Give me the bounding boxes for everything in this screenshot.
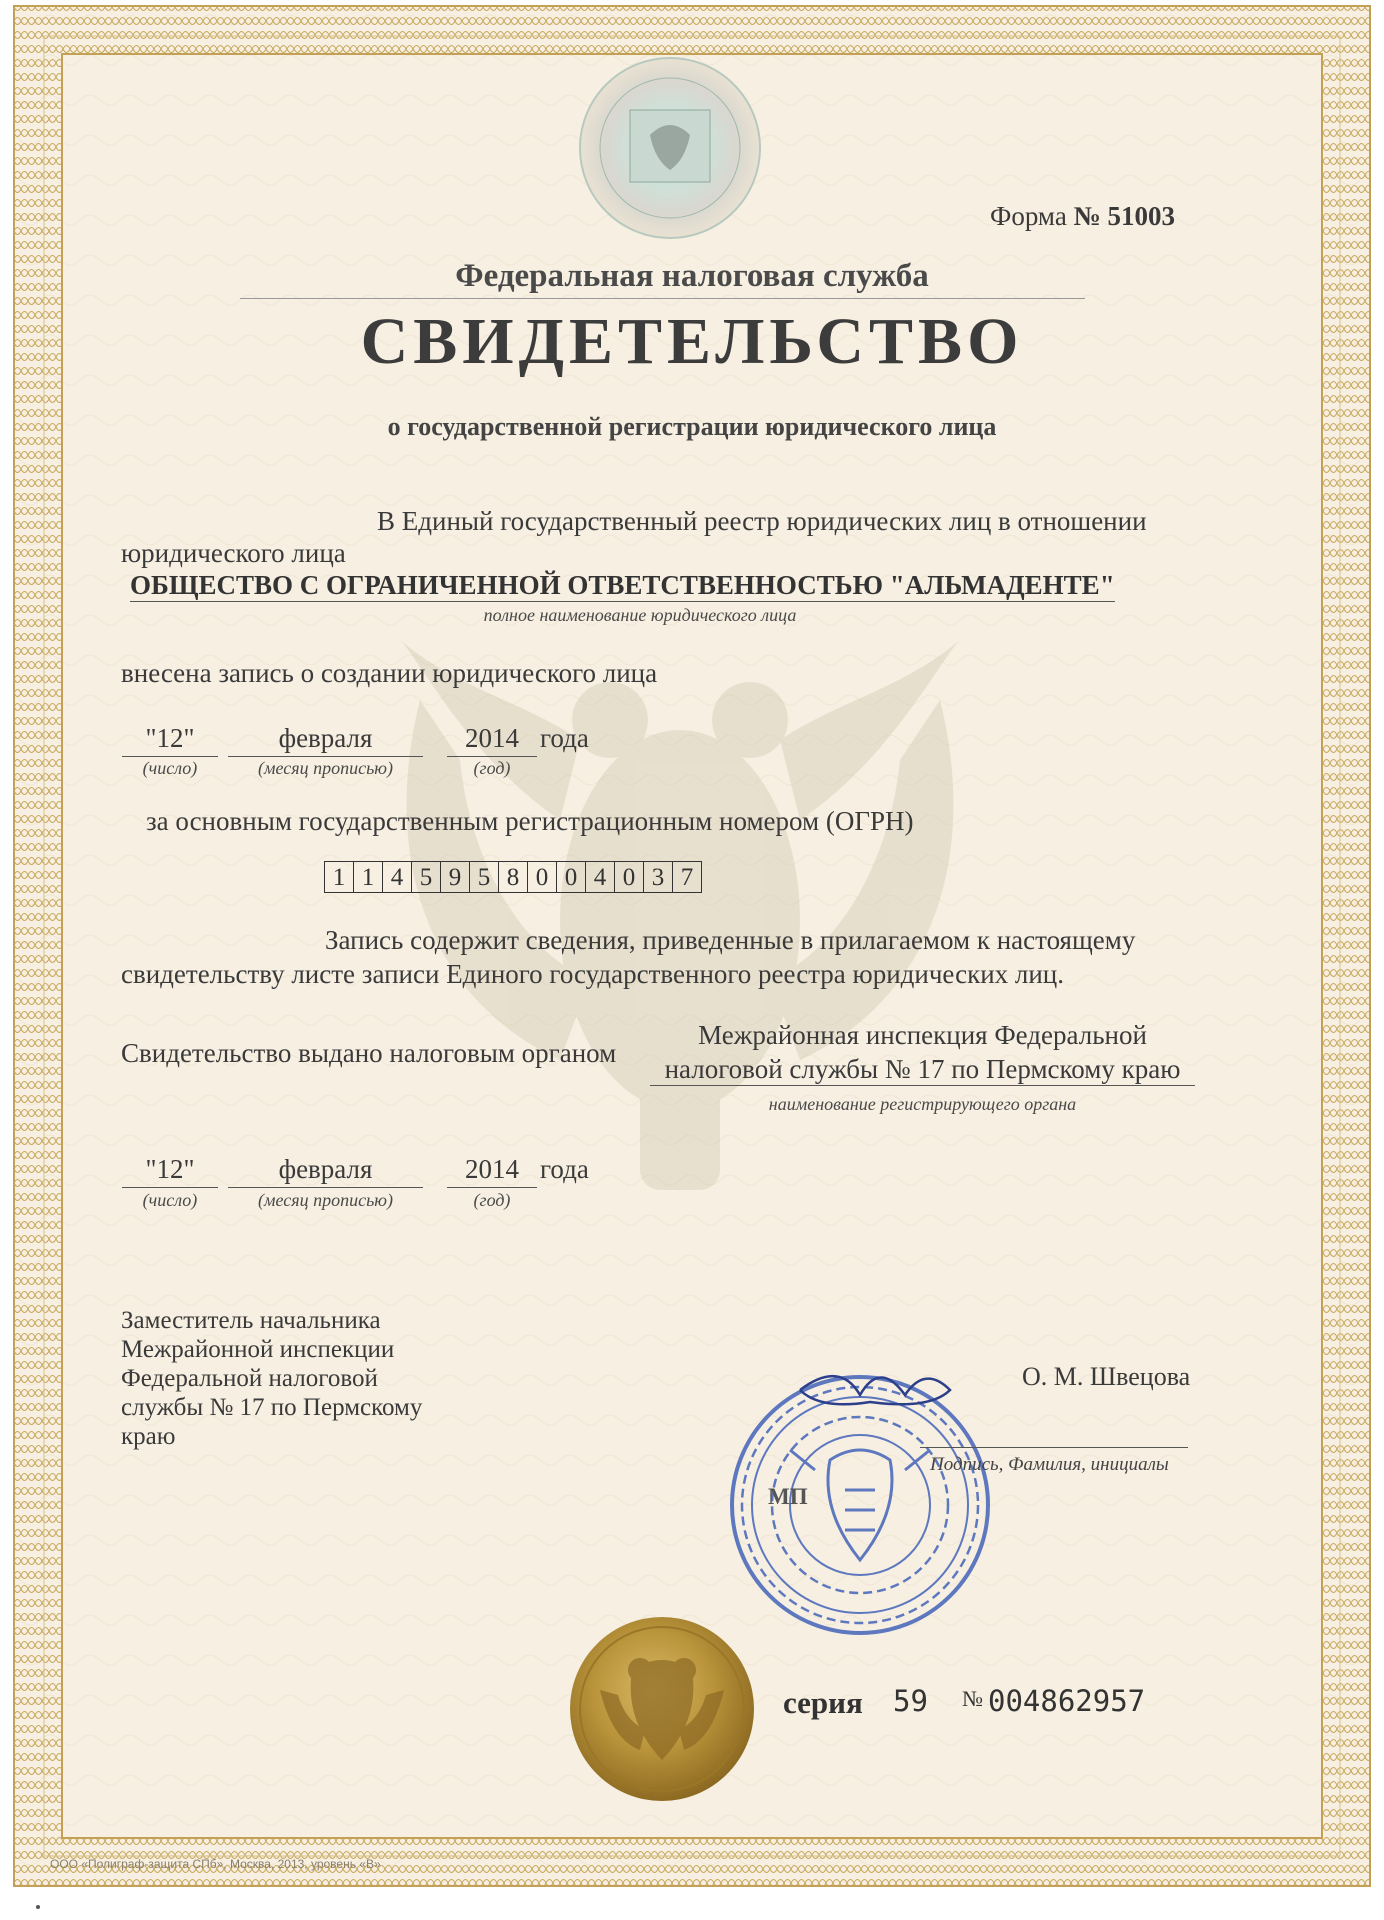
ogrn-digit: 5: [470, 862, 499, 892]
date1-day-caption: (число): [142, 758, 198, 778]
record-text: внесена запись о создании юридического лица: [121, 658, 658, 688]
agency-divider: [240, 298, 1085, 299]
form-number-value: № 51003: [1073, 201, 1175, 231]
issuer-label: Свидетельство выдано налоговым органом: [121, 1038, 617, 1068]
form-label: Форма: [990, 201, 1067, 231]
ogrn-digit: 8: [499, 862, 528, 892]
ogrn-digit: 0: [528, 862, 557, 892]
signatory-position-line: Межрайонной инспекции: [121, 1336, 395, 1363]
signature-caption: Подпись, Фамилия, инициалы: [930, 1454, 1169, 1475]
serial-label: серия: [783, 1685, 863, 1720]
serial-number: 004862957: [988, 1684, 1146, 1718]
date2-year: 2014: [447, 1153, 537, 1188]
ogrn-digit: 0: [615, 862, 644, 892]
form-number: [990, 201, 1175, 232]
record-line-2: свидетельству листе записи Единого государственного реестра юридических лиц.: [121, 959, 1065, 989]
company-caption: полное наименование юридического лица: [483, 605, 797, 625]
issuer-caption: наименование регистрирующего органа: [768, 1094, 1077, 1114]
date2-year-caption: (год): [473, 1190, 511, 1210]
date2-month: февраля: [228, 1153, 423, 1188]
ogrn-digit: 4: [383, 862, 412, 892]
page-title: СВИДЕТЕЛЬСТВО: [360, 305, 1024, 378]
date2-month-caption: (месяц прописью): [258, 1190, 393, 1210]
ogrn-digit: 5: [412, 862, 441, 892]
printer-note: ООО «Полиграф-защита СПб», Москва, 2013, уровень «В»: [50, 1857, 381, 1871]
agency-name: Федеральная налоговая служба: [455, 258, 929, 294]
intro-line-1: В Единый государственный реестр юридических лиц в отношении: [377, 506, 1147, 536]
company-name: ОБЩЕСТВО С ОГРАНИЧЕННОЙ ОТВЕТСТВЕННОСТЬЮ "АЛЬМАДЕНТЕ": [130, 570, 1115, 600]
ogrn-label: за основным государственным регистрационным номером (ОГРН): [146, 806, 914, 836]
page-subtitle: о государственной регистрации юридического лица: [387, 412, 997, 441]
serial-series: 59: [893, 1684, 928, 1718]
date1-year: 2014: [447, 722, 537, 757]
ogrn-digit: 0: [557, 862, 586, 892]
ogrn-digit: 7: [680, 864, 694, 891]
date1-year-caption: (год): [473, 758, 511, 778]
ogrn-digit: 1: [354, 862, 383, 892]
signatory-position-line: краю: [121, 1423, 176, 1450]
signatory-position-line: службы № 17 по Пермскому: [121, 1394, 423, 1421]
date2-day-caption: (число): [142, 1190, 198, 1210]
signatory-name: О. М. Швецова: [1022, 1362, 1191, 1391]
signatory-position-line: Заместитель начальника: [121, 1307, 381, 1334]
date1-day: "12": [122, 722, 218, 757]
intro-line-2: юридического лица: [121, 538, 346, 568]
ogrn-digit: 1: [325, 862, 354, 892]
issuer-name-line-1: Межрайонная инспекция Федеральной: [698, 1020, 1147, 1050]
signatory-position: [121, 1306, 422, 1451]
ogrn-digit: 9: [441, 862, 470, 892]
date2-day: "12": [122, 1153, 218, 1188]
ogrn-digit: 3: [644, 862, 673, 892]
date1-month: февраля: [228, 722, 423, 757]
date1-suffix: года: [540, 723, 589, 753]
mp-mark: МП: [768, 1484, 808, 1509]
record-line-1: Запись содержит сведения, приведенные в прилагаемом к настоящему: [325, 925, 1136, 955]
ogrn-number-boxes: [324, 861, 702, 893]
serial-number-prefix: №: [962, 1686, 983, 1711]
signatory-position-line: Федеральной налоговой: [121, 1365, 378, 1392]
issuer-name-line-2: налоговой службы № 17 по Пермскому краю: [650, 1054, 1195, 1086]
date2-suffix: года: [540, 1154, 589, 1184]
date1-month-caption: (месяц прописью): [258, 758, 393, 778]
ogrn-digit: 4: [586, 862, 615, 892]
signature-line: [920, 1447, 1188, 1448]
